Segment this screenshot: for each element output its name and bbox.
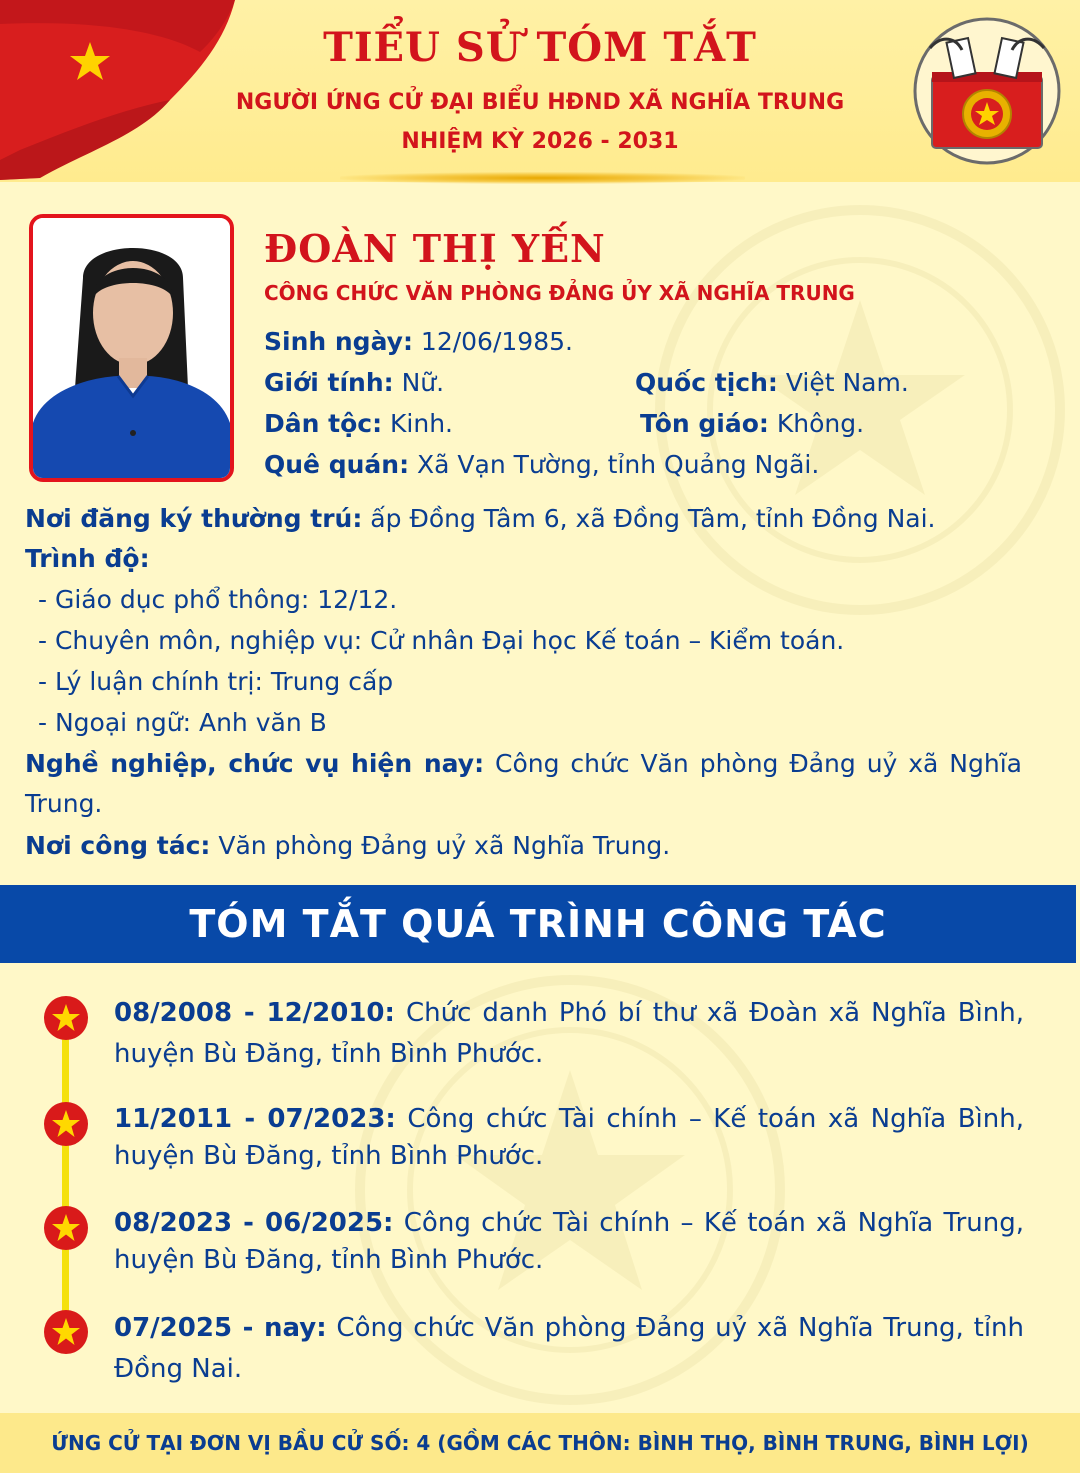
ethnic-label: Dân tộc:: [264, 409, 383, 438]
education-item: - Chuyên môn, nghiệp vụ: Cử nhân Đại học Kế toán – Kiểm toán.: [38, 626, 845, 655]
residence-info: [25, 499, 1022, 539]
gender-value: Nữ.: [393, 368, 445, 397]
career-event: [114, 1308, 1024, 1390]
portrait-image: [33, 218, 230, 478]
career-event-period: 07/2025 - nay:: [114, 1313, 327, 1343]
red-star-icon: [44, 1206, 88, 1250]
career-event: [114, 993, 1024, 1075]
birth-value: 12/06/1985.: [412, 327, 573, 356]
career-event-text: Công chức Tài chính – Kế toán xã Nghĩa Trung, huyện Bù Đăng, tỉnh Bình Phước.: [114, 1208, 1025, 1275]
residence-value: ấp Đồng Tâm 6, xã Đồng Tâm, tỉnh Đồng Nai.: [362, 504, 936, 533]
nationality-info: [635, 368, 909, 398]
electoral-unit-footer: ỨNG CỬ TẠI ĐƠN VỊ BẦU CỬ SỐ: 4 (GỒM CÁC THÔN: BÌNH THỌ, BÌNH TRUNG, BÌNH LỢI): [0, 1413, 1080, 1473]
gender-info: [264, 368, 444, 398]
education-heading: [25, 539, 1022, 579]
career-event: [114, 1205, 1024, 1279]
religion-value: Không.: [768, 409, 865, 438]
ethnic-value: Kinh.: [382, 409, 454, 438]
candidate-name: ĐOÀN THỊ YẾN: [264, 226, 606, 271]
portrait-photo: [29, 214, 234, 482]
career-event-text: Chức danh Phó bí thư xã Đoàn xã Nghĩa Bình, huyện Bù Đăng, tỉnh Bình Phước.: [114, 998, 1024, 1069]
page-title: TIỂU SỬ TÓM TẮT: [323, 24, 757, 71]
birth-label: Sinh ngày:: [264, 327, 413, 356]
red-star-icon: [44, 996, 88, 1040]
career-event-period: 08/2023 - 06/2025:: [114, 1208, 394, 1238]
hometown-value: Xã Vạn Tường, tỉnh Quảng Ngãi.: [409, 450, 820, 479]
workplace-info: [25, 826, 1022, 866]
religion-label: Tôn giáo:: [640, 409, 769, 438]
workplace-value: Văn phòng Đảng uỷ xã Nghĩa Trung.: [210, 831, 671, 860]
header-glow-divider: [340, 172, 745, 184]
education-item: - Giáo dục phổ thông: 12/12.: [38, 585, 398, 614]
job-label: Nghề nghiệp, chức vụ hiện nay:: [25, 749, 485, 778]
red-star-icon: [44, 1310, 88, 1354]
career-event-period: 11/2011 - 07/2023:: [114, 1104, 396, 1134]
term-subtitle: NHIỆM KỲ 2026 - 2031: [401, 129, 679, 154]
timeline-line: [62, 1018, 69, 1333]
residence-label: Nơi đăng ký thường trú:: [25, 504, 363, 533]
candidate-position: CÔNG CHỨC VĂN PHÒNG ĐẢNG ỦY XÃ NGHĨA TRUNG: [264, 281, 855, 305]
career-event-text: Công chức Văn phòng Đảng uỷ xã Nghĩa Trung, tỉnh Đồng Nai.: [114, 1313, 1024, 1384]
education-item: - Ngoại ngữ: Anh văn B: [38, 708, 327, 737]
career-section-title: TÓM TẮT QUÁ TRÌNH CÔNG TÁC: [0, 885, 1076, 963]
nationality-label: Quốc tịch:: [635, 368, 778, 397]
hometown-label: Quê quán:: [264, 450, 410, 479]
career-event-text: Công chức Tài chính – Kế toán xã Nghĩa Bình, huyện Bù Đăng, tỉnh Bình Phước.: [114, 1104, 1024, 1171]
hometown-info: [264, 450, 819, 480]
header-band: [0, 0, 1080, 182]
gender-label: Giới tính:: [264, 368, 394, 397]
education-item: - Lý luận chính trị: Trung cấp: [38, 667, 394, 696]
ethnic-info: [264, 409, 453, 439]
page-subtitle: NGƯỜI ỨNG CỬ ĐẠI BIỂU HĐND XÃ NGHĨA TRUNG: [235, 90, 845, 115]
religion-info: [640, 409, 864, 439]
birth-info: [264, 327, 573, 357]
red-star-icon: [44, 1102, 88, 1146]
job-value: Công chức Văn phòng Đảng uỷ xã Nghĩa Trung.: [25, 749, 1022, 818]
career-event-period: 08/2008 - 12/2010:: [114, 998, 395, 1028]
nationality-value: Việt Nam.: [777, 368, 909, 397]
workplace-label: Nơi công tác:: [25, 831, 211, 860]
education-label: Trình độ:: [25, 544, 150, 573]
career-event: [114, 1101, 1024, 1175]
ballot-box-emblem-icon: [912, 16, 1062, 166]
job-info: [25, 744, 1022, 824]
